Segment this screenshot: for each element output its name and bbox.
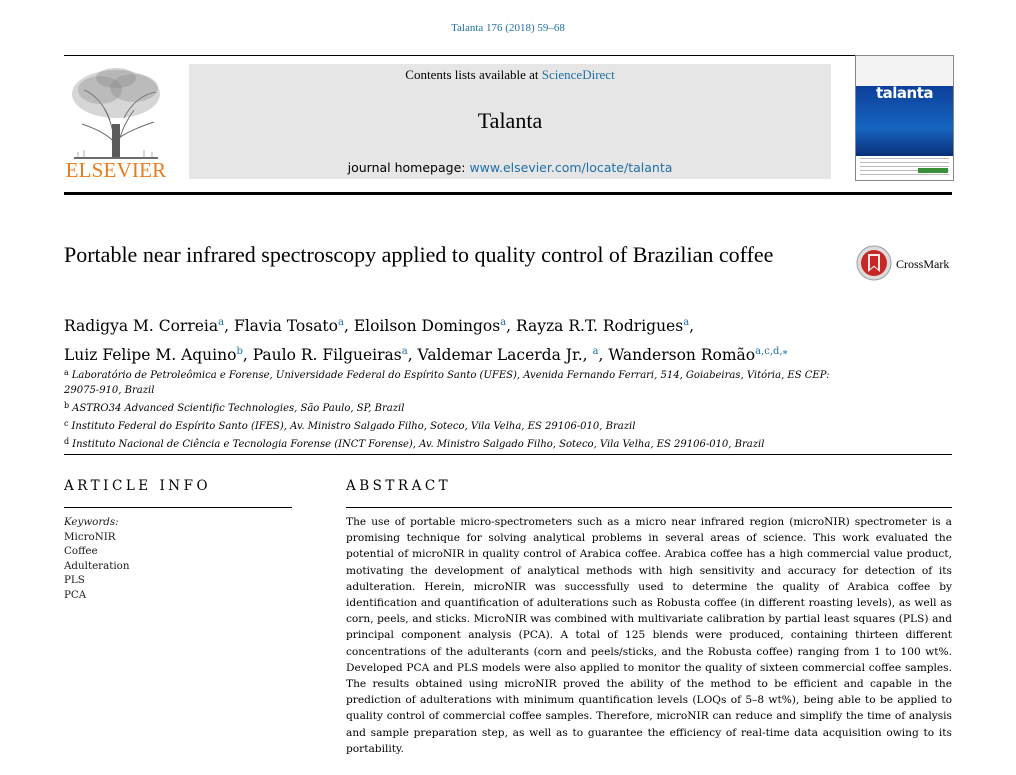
keyword-item: PLS [64, 574, 85, 586]
cover-green-mark [918, 168, 948, 173]
keyword-item: Adulteration [64, 559, 130, 572]
author-name[interactable]: Radigya M. Correia [64, 317, 219, 335]
article-title: Portable near infrared spectroscopy applied to quality control of Brazilian coffee [64, 242, 774, 267]
citation-line[interactable]: Talanta 176 (2018) 59–68 [451, 22, 565, 34]
author-sup[interactable]: b [236, 346, 243, 357]
author-name[interactable]: Paulo R. Filgueiras [252, 346, 402, 364]
affiliation-text: Laboratório de Petroleômica e Forense, Universidade Federal do Espírito Santo (UFES), Avenida Fernando Ferrari, 514, Goiabeiras, Vitória, ES CEP: 29075-910, Brazil [64, 370, 830, 396]
journal-header-box [189, 64, 831, 179]
author-sup[interactable]: a [401, 346, 408, 357]
author-sup[interactable]: a [592, 346, 599, 357]
affiliation-text: Instituto Nacional de Ciência e Tecnologia Forense (INCT Forense), Av. Ministro Salgado Filho, Soteco, Vila Velha, ES 29106-010, Brazil [72, 439, 765, 450]
author-name[interactable]: Flavia Tosato [233, 317, 338, 335]
keywords-block [64, 515, 294, 602]
affiliation-item [64, 434, 854, 452]
keywords-label: Keywords: [64, 516, 119, 528]
crossmark-label[interactable]: CrossMark [896, 257, 950, 271]
affiliation-sup: d [64, 437, 70, 446]
cover-title: talanta [876, 84, 934, 102]
affiliation-item [64, 416, 854, 434]
affiliations-bottom-rule [64, 454, 952, 455]
sciencedirect-link[interactable]: ScienceDirect [541, 67, 615, 82]
author-name[interactable]: Eloilson Domingos [353, 317, 501, 335]
cover-top-band [856, 56, 953, 86]
author-sup[interactable]: a [338, 317, 344, 328]
affiliation-text: Instituto Federal do Espírito Santo (IFES), Av. Ministro Salgado Filho, Soteco, Vila Velha, ES 29106-010, Brazil [71, 421, 636, 432]
author-name[interactable]: Wanderson Romão [608, 346, 756, 364]
abstract-rule [346, 507, 952, 508]
article-info-rule [64, 507, 292, 508]
contents-line [189, 67, 831, 83]
homepage-link[interactable]: www.elsevier.com/locate/talanta [469, 160, 673, 175]
affiliation-item [64, 398, 854, 416]
elsevier-wordmark[interactable]: ELSEVIER [65, 158, 167, 182]
affiliation-item [64, 365, 854, 398]
keyword-item: PCA [64, 588, 87, 601]
author-name[interactable]: Luiz Felipe M. Aquino [64, 346, 237, 364]
header-bottom-rule [64, 192, 952, 195]
homepage-line [189, 160, 831, 175]
cover-text-lines [860, 158, 949, 176]
author-sup[interactable]: a [218, 317, 225, 328]
author-sup[interactable]: a [683, 317, 690, 328]
author-sup[interactable]: a [500, 317, 507, 328]
homepage-prefix: journal homepage: [347, 160, 470, 175]
contents-prefix: Contents lists available at [405, 67, 542, 82]
affiliation-sup: b [64, 401, 70, 410]
affiliation-sup: a [64, 368, 69, 377]
affiliation-sup: c [64, 419, 69, 428]
header-top-rule [64, 55, 952, 56]
keyword-item: MicroNIR [64, 530, 116, 543]
author-list: Radigya M. Correia$^a$, Flavia Tosato$^a$, Eloilson Domingos$^a$, Rayza R.T. Rodrigues$^a$, Luiz Felipe M. Aquino$^b$, Paulo R. Filgueiras$^a$, Valdemar Lacerda Jr., $^a$, Wanderson Romão$^{a,c,d,⁎}$ [64, 317, 788, 364]
affiliation-text: ASTRO34 Advanced Scientific Technologies, São Paulo, SP, Brazil [72, 403, 405, 414]
abstract-text: The use of portable micro-spectrometers such as a micro near infrared region (microNIR) spectrometer is a promising technique for solving analytical problems in several areas of science. This work evaluated the potential of microNIR in quality control of Arabica coffee. Arabica coffee has a high commercial value product, motivating the development of analytical methods with high sensitivity and accuracy for detection of its adulteration. Herein, microNIR was successfully used to determine the quality of Arabica coffee by identification and quantification of adulterations such as Robusta coffee (in different roasting levels), as well as corn, peels, and sticks. MicroNIR was combined with multivariate calibration by partial least squares (PLS) and principal component analysis (PCA). A total of 125 blends were produced, containing thirteen different concentrations of the adulterants (corn and peels/sticks, and the Robusta coffee) ranging from 1 to 100 wt%. Developed PCA and PLS models were also applied to monitor the quality of sixteen commercial coffee samples. The results obtained using microNIR proved the ability of the method to be efficient and capable in the prediction of adulterations with minimum quantification levels (LOQs of 5–8 wt%), being able to be applied to quality control of commercial coffee samples. Therefore, microNIR can reduce and simplify the time of analysis and sample preparation step, as well as to guarantee the efficiency of real-time data acquisition owing to its portability. [346, 516, 952, 755]
author-name[interactable]: Rayza R.T. Rodrigues [515, 317, 684, 335]
abstract-heading: ABSTRACT [346, 478, 452, 494]
article-info-heading: ARTICLE INFO [64, 478, 212, 494]
author-sup[interactable]: a,c,d,⁎ [755, 346, 788, 357]
keyword-item: Coffee [64, 545, 98, 557]
journal-cover-thumbnail[interactable] [855, 55, 954, 181]
author-name[interactable]: Valdemar Lacerda Jr. [417, 346, 583, 364]
journal-name: Talanta [477, 108, 543, 133]
affiliations [64, 365, 854, 452]
